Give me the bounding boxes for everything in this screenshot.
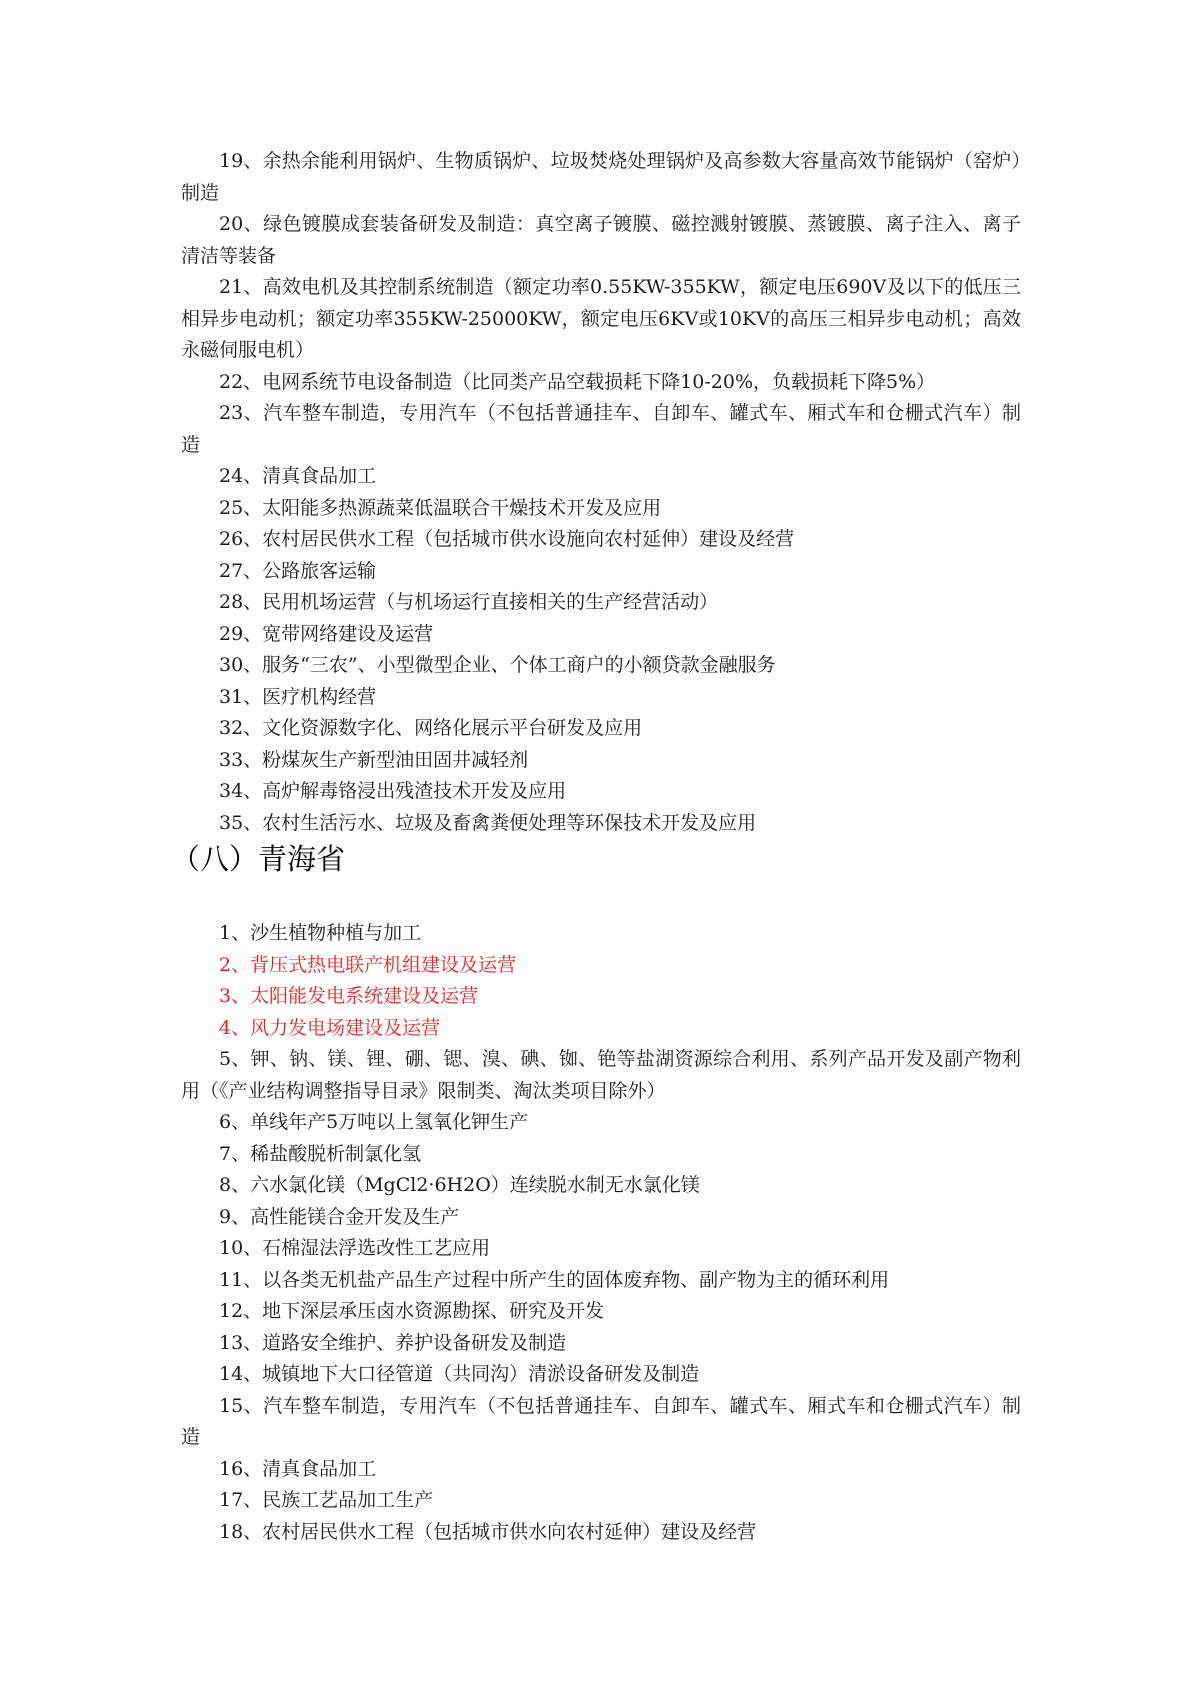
list-item: 26、农村居民供水工程（包括城市供水设施向农村延伸）建设及经营 [219, 528, 795, 550]
list-item: 33、粉煤灰生产新型油田固井减轻剂 [219, 748, 529, 771]
list-item: 18、农村居民供水工程（包括城市供水向农村延伸）建设及经营 [219, 1520, 757, 1543]
list-item: 24、清真食品加工 [219, 465, 377, 487]
list-item: 11、以各类无机盐产品生产过程中所产生的固体废弃物、副产物为主的循环利用 [219, 1268, 890, 1291]
list-item: 1、沙生植物种植与加工 [219, 922, 422, 944]
list-item: 22、电网系统节电设备制造（比同类产品空载损耗下降10-20%，负载损耗下降5%） [219, 370, 936, 393]
industry-list-previous-province [181, 146, 1021, 839]
list-item: 15、汽车整车制造，专用汽车（不包括普通挂车、自卸车、罐式车、厢式车和仓栅式汽车）制造 [181, 1394, 1021, 1448]
list-item: 9、高性能镁合金开发及生产 [219, 1205, 460, 1228]
industry-list-qinghai [181, 918, 1021, 1548]
section-heading-qinghai: （八）青海省 [171, 842, 346, 876]
list-item: 8、六水氯化镁（MgCl2·6H2O）连续脱水制无水氯化镁 [219, 1174, 700, 1196]
list-item: 31、医疗机构经营 [219, 685, 377, 708]
list-item: 34、高炉解毒铬浸出残渣技术开发及应用 [219, 780, 567, 802]
list-item-highlighted: 4、风力发电场建设及运营 [219, 1016, 441, 1039]
list-item: 23、汽车整车制造，专用汽车（不包括普通挂车、自卸车、罐式车、厢式车和仓栅式汽车）制造 [181, 402, 1021, 456]
list-item: 17、民族工艺品加工生产 [219, 1489, 434, 1511]
list-item: 20、绿色镀膜成套装备研发及制造：真空离子镀膜、磁控溅射镀膜、蒸镀膜、离子注入、离子清洁等装备 [181, 213, 1021, 267]
list-item: 35、农村生活污水、垃圾及畜禽粪便处理等环保技术开发及应用 [219, 811, 757, 834]
list-item: 5、钾、钠、镁、锂、硼、锶、溴、碘、铷、铯等盐湖资源综合利用、系列产品开发及副产物利用（《产业结构调整指导目录》限制类、淘汰类项目除外） [181, 1048, 1021, 1102]
list-item: 25、太阳能多热源蔬菜低温联合干燥技术开发及应用 [219, 496, 662, 519]
list-item: 27、公路旅客运输 [219, 559, 377, 582]
list-item: 14、城镇地下大口径管道（共同沟）清淤设备研发及制造 [219, 1363, 700, 1385]
list-item: 10、石棉湿法浮选改性工艺应用 [219, 1237, 491, 1259]
list-item: 13、道路安全维护、养护设备研发及制造 [219, 1331, 567, 1354]
list-item: 12、地下深层承压卤水资源勘探、研究及开发 [219, 1300, 605, 1322]
list-item: 28、民用机场运营（与机场运行直接相关的生产经营活动） [219, 591, 719, 613]
document-body [171, 146, 1021, 1548]
list-item: 30、服务“三农”、小型微型企业、个体工商户的小额贷款金融服务 [219, 654, 776, 676]
list-item: 21、高效电机及其控制系统制造（额定功率0.55KW-355KW，额定电压690V及以下的低压三相异步电动机；额定功率355KW-25000KW，额定电压6KV或10KV的高压三相异步电动机；高效永磁伺服电机） [181, 276, 1021, 361]
list-item-highlighted: 3、太阳能发电系统建设及运营 [219, 985, 479, 1007]
list-item: 29、宽带网络建设及运营 [219, 622, 434, 645]
list-item: 32、文化资源数字化、网络化展示平台研发及应用 [219, 717, 643, 739]
list-item: 7、稀盐酸脱析制氯化氢 [219, 1142, 422, 1165]
list-item: 19、余热余能利用锅炉、生物质锅炉、垃圾焚烧处理锅炉及高参数大容量高效节能锅炉（窑炉）制造 [181, 150, 1021, 204]
list-item: 16、清真食品加工 [219, 1457, 377, 1480]
list-item: 6、单线年产5万吨以上氢氧化钾生产 [219, 1111, 529, 1133]
list-item-highlighted: 2、背压式热电联产机组建设及运营 [219, 953, 517, 976]
